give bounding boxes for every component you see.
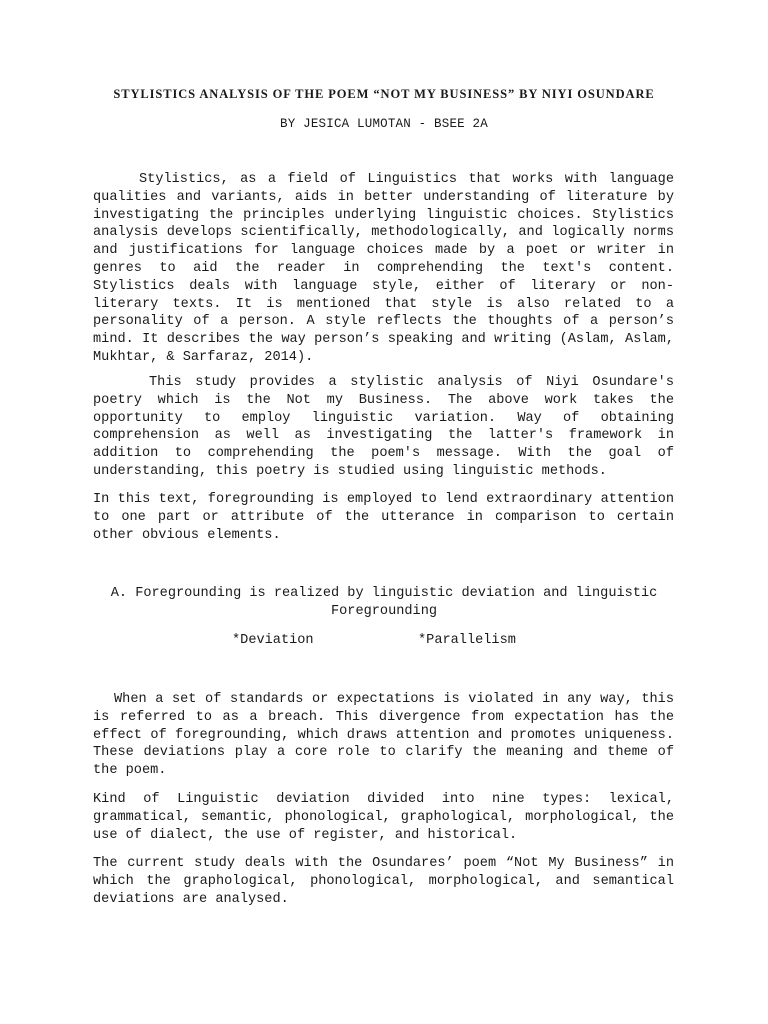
paragraph-deviation-types: Kind of Linguistic deviation divided into nine types: lexical, grammatical, semantic, phonological, graphological, morphological, the use of dialect, the use of register, and historical. [93, 792, 674, 843]
document-title: STYLISTICS ANALYSIS OF THE POEM “NOT MY BUSINESS” BY NIYI OSUNDARE [113, 87, 655, 101]
section-heading-line-1: A. Foregrounding is realized by linguistic deviation and linguistic [110, 586, 658, 601]
paragraph-breach: When a set of standards or expectations is violated in any way, this is referred to as a breach. This divergence from expectation has the effect of foregrounding, which draws attention and promotes uniqueness. These deviations play a core role to clarify the meaning and theme of the poem. [93, 692, 674, 779]
section-heading-line-2: Foregrounding [330, 603, 438, 619]
section-heading [80, 585, 688, 621]
paragraph-study-overview: This study provides a stylistic analysis of Niyi Osundare's poetry which is the Not my Business. The above work takes the opportunity to employ linguistic variation. Way of obtaining comprehension as well as investigating the latter's framework in addition to comprehending the poem's message. With the goal of understanding, this poetry is studied using linguistic methods. [93, 375, 674, 479]
list-item-deviation: *Deviation [232, 633, 314, 648]
paragraph-current-study: The current study deals with the Osundares’ poem “Not My Business” in which the graphological, phonological, morphological, and semantical deviations are analysed. [93, 856, 674, 907]
paragraph-foregrounding: In this text, foregrounding is employed to lend extraordinary attention to one part or attribute of the utterance in comparison to certain other obvious elements. [93, 492, 674, 543]
author-byline: BY JESICA LUMOTAN - BSEE 2A [280, 117, 488, 131]
list-item-parallelism: *Parallelism [418, 633, 516, 648]
paragraph-stylistics-intro: Stylistics, as a field of Linguistics that works with language qualities and variants, aids in better understanding of literature by investigating the principles underlying linguistic choices. Stylistics analysis develops scientifically, methodologically, and logically norms and justifications for language choices made by a poet or writer in genres to aid the reader in comprehending the text's content. Stylistics deals with language style, either of literary or non-literary texts. It is mentioned that style is also related to a personality of a person. A style reflects the thoughts of a person’s mind. It describes the way person’s speaking and writing (Aslam, Aslam, Mukhtar, & Sarfaraz, 2014). [93, 172, 674, 365]
